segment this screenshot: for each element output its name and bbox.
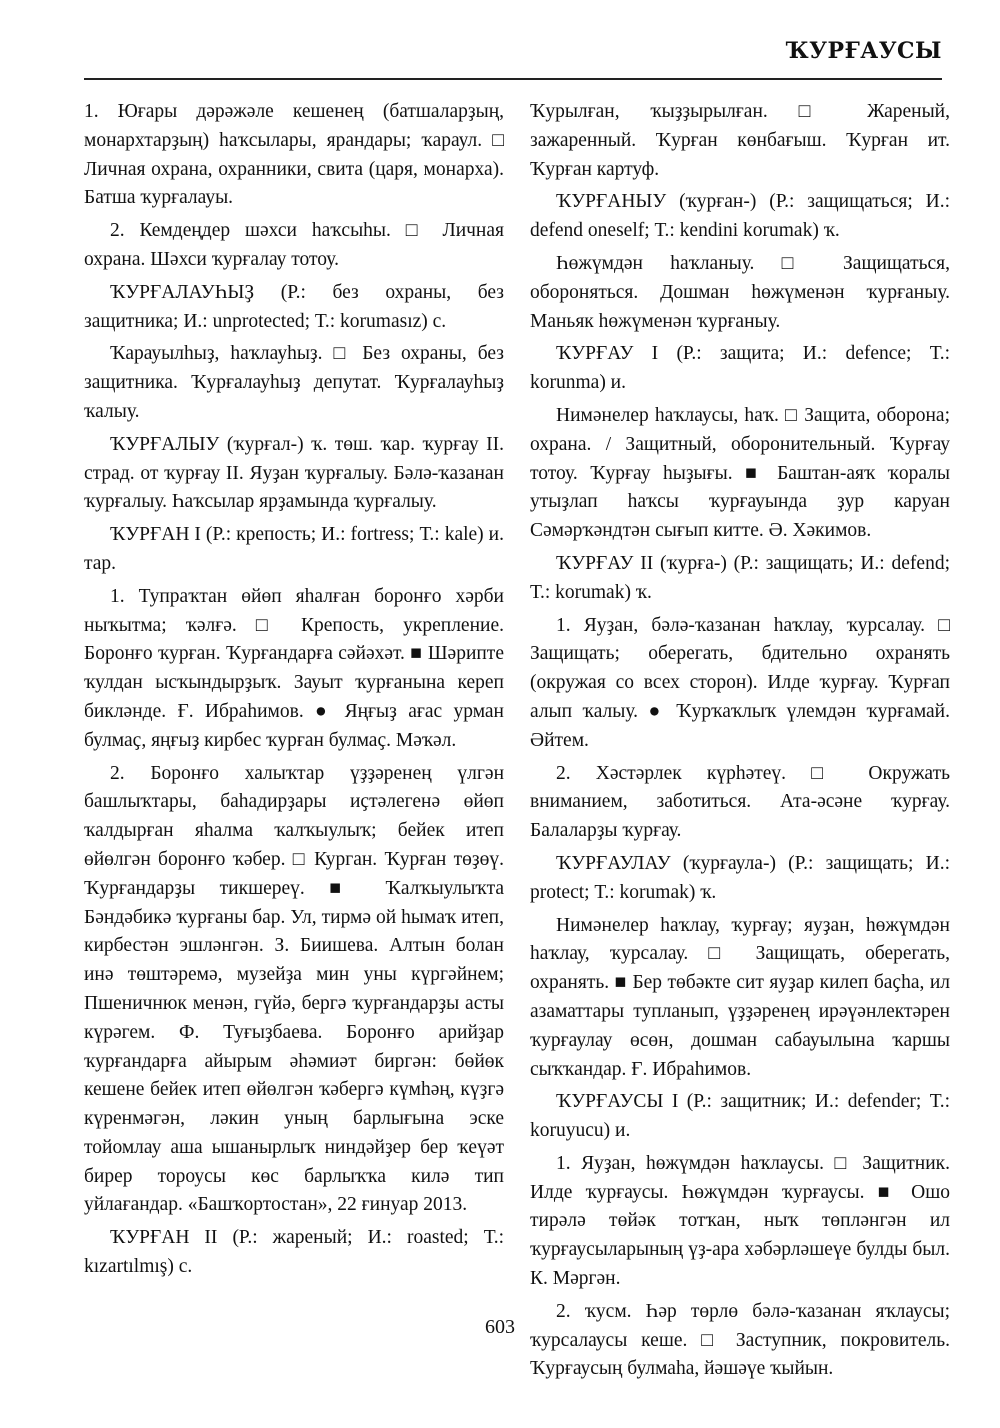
entry-paragraph: ҠУРҒАЛЫУ (ҡурғал-) ҡ. төш. ҡар. ҡурғау II. страд. от ҡурғау II. Яуҙан ҡурғалыу. Бәлә-ҡазанан ҡурғалыу. Һаҡсылар ярҙамында ҡурғалыу. xyxy=(84,433,504,513)
entry-paragraph: 2. Кемдеңдер шәхси һаҡсыһы. □ Личная охрана. Шәхси ҡурғалау тотоу. xyxy=(84,220,504,270)
entry-paragraph: ҠУРҒАН I (Р.: крепость; И.: fortress; Т.: kale) и. тар. xyxy=(84,524,504,574)
entry-paragraph: 1. Тупраҡтан өйөп яһалған боронғо хәрби ныҡытма; ҡәлғә. □ Крепость, укрепление. Боронғо ҡурған. Ҡурғандарға сәйәхәт. ■ Шәрипте ҡулдан ысҡындырҙыҡ. Зауыт ҡурғанына кереп бикләнде. Ғ. Ибраһимов. ● Яңғыҙ ағас урман булмаҫ, яңғыҙ кирбес ҡурған булмаҫ. Мәҡәл. xyxy=(84,585,504,751)
page-number: 603 xyxy=(485,1316,515,1338)
right-column xyxy=(530,98,950,1388)
entry-paragraph: Нимәнелер һаҡлаусы, һаҡ. □ Защита, оборона; охрана. / Защитный, оборонительный. Ҡурғау тотоу. Ҡурғау һыҙығы. ■ Баштан-аяҡ ҡоралы утыҙлап һаҡсы ҡурғауында ҙур каруан Сәмәрҡәндтән сығып китте. Ә. Хәкимов. xyxy=(530,404,950,542)
entry-paragraph: ҠУРҒАУ II (ҡурға-) (Р.: защищать; И.: defend; Т.: korumak) ҡ. xyxy=(530,552,950,603)
entry-paragraph: 2. ҡусм. Һәр төрлө бәлә-ҡазанан яҡлаусы; ҡурсалаусы кеше. □ Заступник, покровитель. Ҡурғаусың булмаһа, йәшәүе ҡыйын. xyxy=(530,1300,950,1380)
entry-paragraph: ҠУРҒАН II (Р.: жареный; И.: roasted; Т.: kızartılmış) с. xyxy=(84,1227,504,1278)
entry-paragraph: 1. Яуҙан, һөжүмдән һаҡлаусы. □ Защитник. Илде ҡурғаусы. Һөжүмдән ҡурғаусы. ■ Ошо тирәлә төйәк тотҡан, ныҡ төпләнгән ил ҡурғаусыларының үҙ-ара хәбәрләшеүе булды был. К. Мәргән. xyxy=(530,1152,950,1290)
entry-paragraph: ҠУРҒАЛАУҺЫҘ (Р.: без охраны, без защитника; И.: unprotected; Т.: korumasız) с. xyxy=(84,281,504,332)
entry-paragraph: 2. Боронғо халыҡтар үҙҙәренең үлгән башлыҡтары, баһадирҙары иҫтәлегенә өйөп ҡалдырған яһалма ҡалҡыулыҡ; бейек итеп өйөлгән боронғо ҡәбер. □ Курган. Ҡурған төҙөү. Ҡурғандарҙы тикшереү. ■ Ҡалҡыулыҡта Бәндәбикә ҡурғаны бар. Ул, тирмә ой һымаҡ итеп, кирбестән эшләнгән. З. Биишева. Алтын болан инә төштәремә, музейҙа мин уны күргәйнем; Пшеничнюк менән, гүйә, бергә ҡурғандарҙы асты күрәгем. Ф. Туғыҙбаева. Боронғо арийҙар ҡурғандарға айырым әһәмиәт биргән: бөйөк кешене бейек итеп өйөлгән ҡәбергә күмһәң, күҙгә күренмәгән, ләкин уның барлығына эске тойомлау аша ышанырлыҡ ниндәйҙер бер ҡеүәт бирер тороусы көс барлыҡҡа килә тип уйлағандар. «Башҡортостан», 22 ғинуар 2013. xyxy=(84,762,504,1216)
page-header xyxy=(84,38,942,80)
entry-paragraph: ҠУРҒАУ I (Р.: защита; И.: defence; Т.: korunma) и. xyxy=(530,343,950,394)
entry-paragraph: ҠУРҒАНЫУ (ҡурған-) (Р.: защищаться; И.: defend oneself; Т.: kendini korumak) ҡ. xyxy=(530,191,950,242)
running-head: ҠУРҒАУСЫ xyxy=(785,38,942,64)
entry-paragraph: Һөжүмдән һаҡланыу. □ Защищаться, обороняться. Дошман һөжүменән ҡурғаныу. Маньяк һөжүменән ҡурғаныу. xyxy=(530,252,950,332)
entry-paragraph: 1. Юғары дәрәжәле кешенең (батшаларҙың, монархтарҙың) һаҡсылары, ярандары; ҡараул. □ Личная охрана, охранники, свита (царя, монарха). Батша ҡурғалауы. xyxy=(84,101,504,209)
left-column xyxy=(84,98,504,1286)
entry-paragraph: Нимәнелер һаҡлау, ҡурғау; яуҙан, һөжүмдән һаҡлау, ҡурсалау. □ Защищать, оберегать, охранять. ■ Бер төбәкте сит яуҙар килеп баҫһа, ил азаматтары тупланып, үҙҙәренең ирәүәнлектәрен ҡурғаулау өсөн, дошман сабауылына ҡаршы сыҡҡандар. Ғ. Ибраһимов. xyxy=(530,914,950,1080)
entry-paragraph: Ҡарауылһыҙ, һаҡлауһыҙ. □ Без охраны, без защитника. Ҡурғалауһыҙ депутат. Ҡурғалауһыҙ ҡалыу. xyxy=(84,343,504,422)
entry-paragraph: 1. Яуҙан, бәлә-ҡазанан һаҡлау, ҡурсалау. □ Защищать; оберегать, бдительно охранять (окружая со всех сторон). Илде ҡурғау. Ҡурғап алып ҡалыу. ● Ҡурҡаҡлыҡ үлемдән ҡурғамай. Әйтем. xyxy=(530,614,950,751)
entry-paragraph: 2. Хәстәрлек күрһәтеү. □ Окружать вниманием, заботиться. Ата-әсәне ҡурғау. Балаларҙы ҡурғау. xyxy=(530,762,950,842)
entry-paragraph: Ҡурылған, ҡыҙҙырылған. □ Жареный, зажаренный. Ҡурған көнбағыш. Ҡурған ит. Ҡурған картуф. xyxy=(530,101,950,180)
entry-paragraph: ҠУРҒАУСЫ I (Р.: защитник; И.: defender; Т.: koruyucu) и. xyxy=(530,1091,950,1142)
entry-paragraph: ҠУРҒАУЛАУ (ҡурғаула-) (Р.: защищать; И.: protect; Т.: korumak) ҡ. xyxy=(530,852,950,903)
